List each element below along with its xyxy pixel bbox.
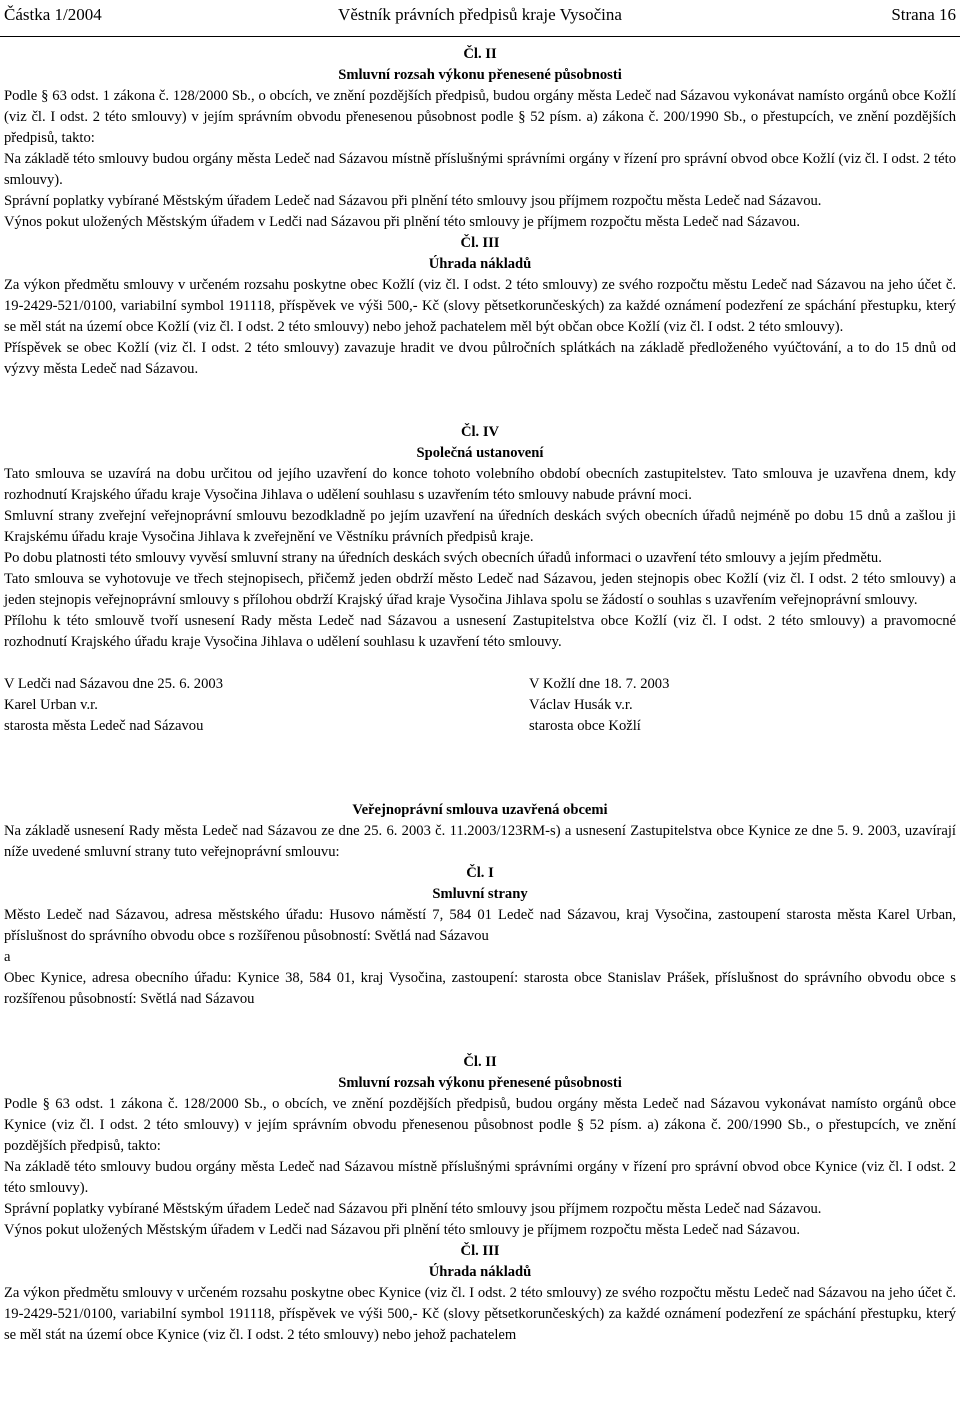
paragraph: Město Ledeč nad Sázavou, adresa městského úřadu: Husovo náměstí 7, 584 01 Ledeč nad Sázavou, kraj Vysočina, zastoupení starosta města Karel Urban, příslušnost do správního obvodu obce s rozšířenou působností: Světlá nad Sázavou (4, 907, 956, 944)
paragraph: Na základě usnesení Rady města Ledeč nad Sázavou ze dne 25. 6. 2003 č. 11.2003/123RM-s) a usnesení Zastupitelstva obce Kynice ze dne 5. 9. 2003, uzavírají níže uvedené smluvní strany tuto veřejnoprávní smlouvu: (4, 823, 956, 860)
article-title: Úhrada nákladů (428, 256, 532, 272)
issue-number: Částka 1/2004 (4, 5, 102, 24)
paragraph: Výnos pokut uložených Městským úřadem v Ledči nad Sázavou při plnění této smlouvy je příjmem rozpočtu města Ledeč nad Sázavou. (4, 1222, 800, 1238)
paragraph: Tato smlouva se vyhotovuje ve třech stejnopisech, přičemž jeden obdrží město Ledeč nad Sázavou, jeden stejnopis obec Kožlí (viz čl. I odst. 2 této smlouvy) a jeden stejnopis veřejnoprávní smlouvy s přílohou obdrží Krajský úřad kraje Vysočina Jihlava spolu se žádostí o souhlas s uzavřením veřejnoprávní smlouvy. (4, 571, 956, 608)
paragraph: Po dobu platnosti této smlouvy vyvěsí smluvní strany na úředních deskách svých obecních úřadů informaci o uzavření této smlouvy a jejím předmětu. (4, 550, 882, 566)
document-body (4, 44, 956, 1346)
paragraph: Správní poplatky vybírané Městským úřadem Ledeč nad Sázavou při plnění této smlouvy jsou příjmem rozpočtu města Ledeč nad Sázavou. (4, 1201, 822, 1217)
paragraph: Přílohu k této smlouvě tvoří usnesení Rady města Ledeč nad Sázavou a usnesení Zastupitelstva obce Kožlí (viz čl. I odst. 2 této smlouvy) a pravomocné rozhodnutí Krajského úřadu kraje Vysočina Jihlava o udělení souhlasu k uzavření této smlouvy. (4, 613, 956, 650)
spacer (4, 737, 956, 800)
paragraph: Příspěvek se obec Kožlí (viz čl. I odst. 2 této smlouvy) zavazuje hradit ve dvou půlročních splátkách na základě předloženého vyúčtování, a to do 15 dnů od výzvy města Ledeč nad Sázavou. (4, 340, 956, 377)
article-heading: Čl. III (460, 235, 500, 251)
signature-right (529, 674, 669, 737)
signature-place-date: V Ledči nad Sázavou dne 25. 6. 2003 (4, 676, 223, 692)
article-heading: Čl. III (460, 1243, 500, 1259)
paragraph: Podle § 63 odst. 1 zákona č. 128/2000 Sb., o obcích, ve znění pozdějších předpisů, budou orgány města Ledeč nad Sázavou vykonávat namísto orgánů obce Kynice (viz čl. I odst. 2 této smlouvy) v jejím správním obvodu přenesenou působnost podle § 52 písm. a) zákona č. 200/1990 Sb., o přestupcích, ve znění pozdějších předpisů, takto: (4, 1096, 956, 1154)
article-heading: Čl. IV (460, 424, 500, 440)
paragraph: Na základě této smlouvy budou orgány města Ledeč nad Sázavou místně příslušnými správními orgány v řízení pro správní obvod obce Kynice (viz čl. I odst. 2 této smlouvy). (4, 1159, 956, 1196)
article-heading: Čl. II (463, 46, 497, 62)
article-title: Smluvní strany (432, 886, 528, 902)
paragraph: Podle § 63 odst. 1 zákona č. 128/2000 Sb., o obcích, ve znění pozdějších předpisů, budou orgány města Ledeč nad Sázavou vykonávat namísto orgánů obce Kožlí (viz čl. I odst. 2 této smlouvy) v jejím správním obvodu přenesenou působnost podle § 52 písm. a) zákona č. 200/1990 Sb., o přestupcích, ve znění pozdějších předpisů, takto: (4, 88, 956, 146)
signature-block (4, 674, 956, 737)
paragraph: Výnos pokut uložených Městským úřadem v Ledči nad Sázavou při plnění této smlouvy je příjmem rozpočtu města Ledeč nad Sázavou. (4, 214, 800, 230)
page-number: Strana 16 (891, 5, 956, 24)
article-title: Společná ustanovení (416, 445, 544, 461)
paragraph: Obec Kynice, adresa obecního úřadu: Kynice 38, 584 01, kraj Vysočina, zastoupení: starosta obce Stanislav Prášek, příslušnost do správního obvodu obce s rozšířenou působností: Světlá nad Sázavou (4, 970, 956, 1007)
spacer (4, 653, 956, 674)
page-header (4, 4, 956, 26)
signatory-name: Václav Husák v.r. (529, 697, 633, 713)
article-title: Úhrada nákladů (428, 1264, 532, 1280)
signatory-role: starosta města Ledeč nad Sázavou (4, 718, 204, 734)
spacer (4, 1010, 956, 1052)
paragraph: Tato smlouva se uzavírá na dobu určitou od jejího uzavření do konce tohoto volebního období obecních zastupitelstev. Tato smlouva je uzavřena dnem, kdy rozhodnutí Krajského úřadu kraje Vysočina Jihlava o udělení souhlasu s uzavřením této smlouvy nabude právní moci. (4, 466, 956, 503)
signature-left (4, 674, 223, 737)
paragraph: Smluvní strany zveřejní veřejnoprávní smlouvu bezodkladně po jejím uzavření na úředních deskách svých obecních úřadů nejméně po dobu 15 dnů a zašlou ji Krajskému úřadu kraje Vysočina Jihlava k zveřejnění ve Věstníku právních předpisů kraje. (4, 508, 956, 545)
article-heading: Čl. I (466, 865, 494, 881)
paragraph: Na základě této smlouvy budou orgány města Ledeč nad Sázavou místně příslušnými správními orgány v řízení pro správní obvod obce Kožlí (viz čl. I odst. 2 této smlouvy). (4, 151, 956, 188)
paragraph: a (4, 949, 11, 965)
paragraph: Správní poplatky vybírané Městským úřadem Ledeč nad Sázavou při plnění této smlouvy jsou příjmem rozpočtu města Ledeč nad Sázavou. (4, 193, 822, 209)
signatory-name: Karel Urban v.r. (4, 697, 98, 713)
signature-place-date: V Kožlí dne 18. 7. 2003 (529, 676, 670, 692)
paragraph: Za výkon předmětu smlouvy v určeném rozsahu poskytne obec Kynice (viz čl. I odst. 2 této smlouvy) ze svého rozpočtu městu Ledeč nad Sázavou na jeho účet č. 19-2429-521/0100, variabilní symbol 191118, příspěvek ve výši 500,- Kč (slovy pětsetkorunčeských) za každé oznámení podezření ze spáchání přestupku, který se měl stát na území obce Kynice (viz čl. I odst. 2 této smlouvy) nebo jehož pachatelem (4, 1285, 956, 1343)
signatory-role: starosta obce Kožlí (529, 718, 641, 734)
article-heading: Čl. II (463, 1054, 497, 1070)
paragraph: Za výkon předmětu smlouvy v určeném rozsahu poskytne obec Kožlí (viz čl. I odst. 2 této smlouvy) ze svého rozpočtu městu Ledeč nad Sázavou na jeho účet č. 19-2429-521/0100, variabilní symbol 191118, příspěvek ve výši 500,- Kč (slovy pětsetkorunčeských) za každé oznámení podezření ze spáchání přestupku, který se měl stát na území obce Kožlí (viz čl. I odst. 2 této smlouvy) nebo jehož pachatelem měl být občan obce Kožlí (viz čl. I odst. 2 této smlouvy). (4, 277, 956, 335)
header-rule (0, 36, 960, 37)
publication-title: Věstník právních předpisů kraje Vysočina (338, 5, 622, 24)
contract-title: Veřejnoprávní smlouva uzavřená obcemi (352, 802, 608, 818)
article-title: Smluvní rozsah výkonu přenesené působnosti (338, 67, 622, 83)
spacer (4, 380, 956, 422)
article-title: Smluvní rozsah výkonu přenesené působnosti (338, 1075, 622, 1091)
